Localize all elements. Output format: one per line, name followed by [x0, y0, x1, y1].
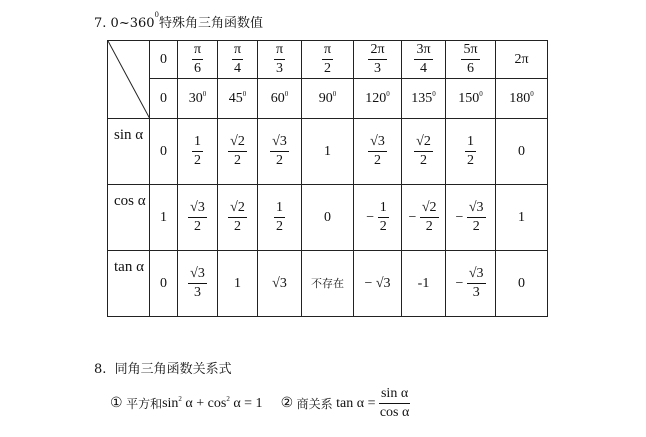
value-cell [446, 251, 496, 317]
value-cell [258, 119, 302, 185]
radian-cell [402, 41, 446, 79]
degree-cell [150, 79, 178, 119]
value-denominator: 3 [194, 285, 201, 300]
value-numerator: 1 [465, 134, 476, 152]
value-cell [354, 119, 402, 185]
radian-cell [446, 41, 496, 79]
value-text: − √3 [364, 275, 391, 291]
formula2-lhs: tan α = [336, 395, 376, 411]
degree-cell [446, 79, 496, 119]
radian-text: 0 [160, 51, 167, 67]
degree-degree: 0 [530, 89, 534, 98]
radian-numerator: 3π [414, 42, 432, 60]
degree-degree: 0 [332, 89, 337, 98]
radian-fraction [368, 42, 386, 77]
value-denominator: 2 [472, 219, 480, 234]
degree-value: 90 [318, 90, 333, 106]
formula1-exp-a: 2 [178, 394, 182, 403]
formula2-marker: ② [280, 396, 294, 412]
value-sign: − [455, 275, 464, 291]
radian-numerator: π [232, 42, 243, 60]
value-fraction [188, 266, 207, 301]
value-cell [446, 119, 496, 185]
function-row [108, 251, 548, 317]
value-cell [354, 185, 402, 251]
formula2-fraction [379, 386, 410, 421]
formula1-label: 平方和 [126, 397, 163, 412]
formula1-mid: α + cos [181, 395, 227, 411]
value-text: 不存在 [311, 277, 344, 290]
value-numerator: √3 [270, 134, 289, 152]
value-fraction [420, 200, 439, 235]
value-cell [178, 185, 218, 251]
value-cell [258, 251, 302, 317]
radian-numerator: 5π [461, 42, 479, 60]
degree-degree: 0 [202, 89, 207, 98]
value-denominator: 2 [234, 219, 241, 234]
value-cell [150, 251, 178, 317]
degree-cell [178, 79, 218, 119]
degree-value: 45 [228, 90, 243, 106]
function-label-cell [108, 185, 150, 251]
value-cell [178, 119, 218, 185]
formula1-expression [162, 396, 262, 412]
value-sign: − [408, 209, 417, 225]
degree-cell [258, 79, 302, 119]
value-cell [258, 185, 302, 251]
value-fraction [414, 134, 433, 169]
value-cell [150, 185, 178, 251]
function-label: tan α [114, 259, 144, 275]
value-text: 1 [234, 275, 241, 291]
degree-degree: 0 [242, 89, 247, 98]
formula2-numerator: sin α [379, 386, 410, 404]
function-label: cos α [114, 193, 146, 209]
value-cell [150, 119, 178, 185]
heading7-number: 360 [129, 16, 155, 31]
value-numerator: √2 [228, 200, 247, 218]
value-cell [496, 251, 548, 317]
value-cell [402, 185, 446, 251]
value-denominator: 2 [194, 219, 201, 234]
value-text: -1 [417, 275, 430, 291]
section-8-heading [94, 358, 232, 377]
value-numerator: 1 [274, 200, 285, 218]
radian-cell [150, 41, 178, 79]
value-sign: − [366, 209, 375, 225]
corner-cell [108, 41, 150, 119]
radian-cell [302, 41, 354, 79]
value-numerator: √3 [188, 266, 207, 284]
value-numerator: 1 [192, 134, 203, 152]
value-text: 0 [160, 143, 167, 159]
value-denominator: 2 [379, 219, 387, 234]
radian-text: 2π [514, 51, 529, 67]
value-denominator: 2 [420, 153, 427, 168]
value-numerator: √2 [420, 200, 439, 218]
value-fraction [378, 200, 389, 235]
degree-degree: 0 [432, 89, 436, 98]
formula2-label: 商关系 [296, 397, 333, 412]
degree-value: 180 [509, 90, 531, 106]
function-label-cell [108, 119, 150, 185]
value-fraction [465, 134, 476, 169]
value-text: 0 [324, 209, 331, 225]
value-text: 1 [518, 209, 525, 225]
radian-fraction [192, 42, 203, 77]
value-fraction [467, 200, 486, 235]
degree-value: 150 [458, 90, 480, 106]
value-cell [446, 185, 496, 251]
degree-cell [302, 79, 354, 119]
radian-denominator: 4 [419, 61, 427, 76]
value-numerator: √3 [188, 200, 207, 218]
radian-denominator: 4 [233, 61, 241, 76]
radian-cell [218, 41, 258, 79]
value-cell [302, 185, 354, 251]
value-fraction [368, 134, 387, 169]
value-fraction [274, 200, 285, 235]
value-cell [302, 251, 354, 317]
degree-value: 60 [270, 90, 285, 106]
degree-value: 0 [160, 90, 167, 106]
value-cell [496, 185, 548, 251]
value-text: 0 [518, 275, 525, 291]
value-text: 0 [518, 143, 525, 159]
value-text: 1 [160, 209, 167, 225]
radian-denominator: 6 [193, 61, 201, 76]
radian-cell [354, 41, 402, 79]
value-denominator: 2 [276, 219, 283, 234]
heading7-tilde: ~ [118, 16, 130, 31]
formula1-sin: sin [162, 395, 179, 411]
radian-fraction [274, 42, 285, 77]
function-row [108, 119, 548, 185]
value-cell [218, 185, 258, 251]
value-denominator: 2 [467, 153, 474, 168]
value-denominator: 2 [374, 153, 381, 168]
value-sign: − [455, 209, 464, 225]
value-cell [218, 251, 258, 317]
value-cell [402, 119, 446, 185]
degree-degree: 0 [479, 89, 483, 98]
radian-numerator: π [274, 42, 285, 60]
formula1-exp-b: 2 [226, 394, 230, 403]
radian-cell [258, 41, 302, 79]
value-cell [218, 119, 258, 185]
value-numerator: √2 [414, 134, 433, 152]
degree-cell [218, 79, 258, 119]
value-numerator: √3 [467, 200, 486, 218]
value-fraction [228, 200, 247, 235]
degree-value: 120 [365, 90, 387, 106]
value-cell [302, 119, 354, 185]
value-fraction [228, 134, 247, 169]
value-numerator: √3 [368, 134, 387, 152]
value-denominator: 2 [276, 153, 283, 168]
value-denominator: 2 [194, 153, 201, 168]
trig-values-table [107, 40, 548, 317]
radian-fraction [461, 42, 479, 77]
value-text: √3 [272, 275, 287, 291]
heading7-text: 特殊角三角函数值 [159, 16, 264, 31]
value-denominator: 3 [472, 285, 480, 300]
radian-cell [178, 41, 218, 79]
radian-numerator: π [322, 42, 333, 60]
value-fraction [192, 134, 203, 169]
value-text: 1 [324, 143, 331, 159]
radian-cell [496, 41, 548, 79]
radian-denominator: 6 [466, 61, 474, 76]
degree-cell [402, 79, 446, 119]
section-7-heading [94, 12, 263, 31]
degree-cell [354, 79, 402, 119]
value-fraction [467, 266, 486, 301]
value-text: 0 [160, 275, 167, 291]
radian-denominator: 3 [373, 61, 381, 76]
value-cell [178, 251, 218, 317]
radian-numerator: π [192, 42, 203, 60]
heading7-prefix: 7. 0 [94, 16, 119, 31]
identity-formulas [110, 386, 410, 421]
degree-degree: 0 [386, 89, 390, 98]
value-denominator: 2 [425, 219, 433, 234]
value-fraction [188, 200, 207, 235]
formula2-denominator: cos α [379, 405, 410, 421]
degree-row [108, 79, 548, 119]
degree-cell [496, 79, 548, 119]
radian-numerator: 2π [368, 42, 386, 60]
heading8-prefix: 8. [94, 362, 107, 377]
radian-row [108, 41, 548, 79]
radian-fraction [414, 42, 432, 77]
function-label: sin α [114, 127, 144, 143]
heading8-text: 同角三角函数关系式 [114, 362, 232, 377]
value-numerator: √3 [467, 266, 486, 284]
function-row [108, 185, 548, 251]
value-denominator: 2 [234, 153, 241, 168]
diagonal-line [108, 41, 150, 119]
radian-denominator: 3 [275, 61, 283, 76]
radian-fraction [232, 42, 243, 77]
value-cell [496, 119, 548, 185]
value-cell [354, 251, 402, 317]
radian-denominator: 2 [323, 61, 331, 76]
degree-value: 135 [411, 90, 433, 106]
formula1-marker: ① [110, 396, 123, 412]
degree-value: 30 [188, 90, 203, 106]
formula1-end: α = 1 [229, 395, 263, 411]
value-cell [402, 251, 446, 317]
radian-fraction [322, 42, 333, 77]
value-numerator: 1 [378, 200, 389, 218]
value-fraction [270, 134, 289, 169]
degree-degree: 0 [284, 89, 289, 98]
value-numerator: √2 [228, 134, 247, 152]
function-label-cell [108, 251, 150, 317]
heading7-degree: 0 [154, 11, 160, 19]
